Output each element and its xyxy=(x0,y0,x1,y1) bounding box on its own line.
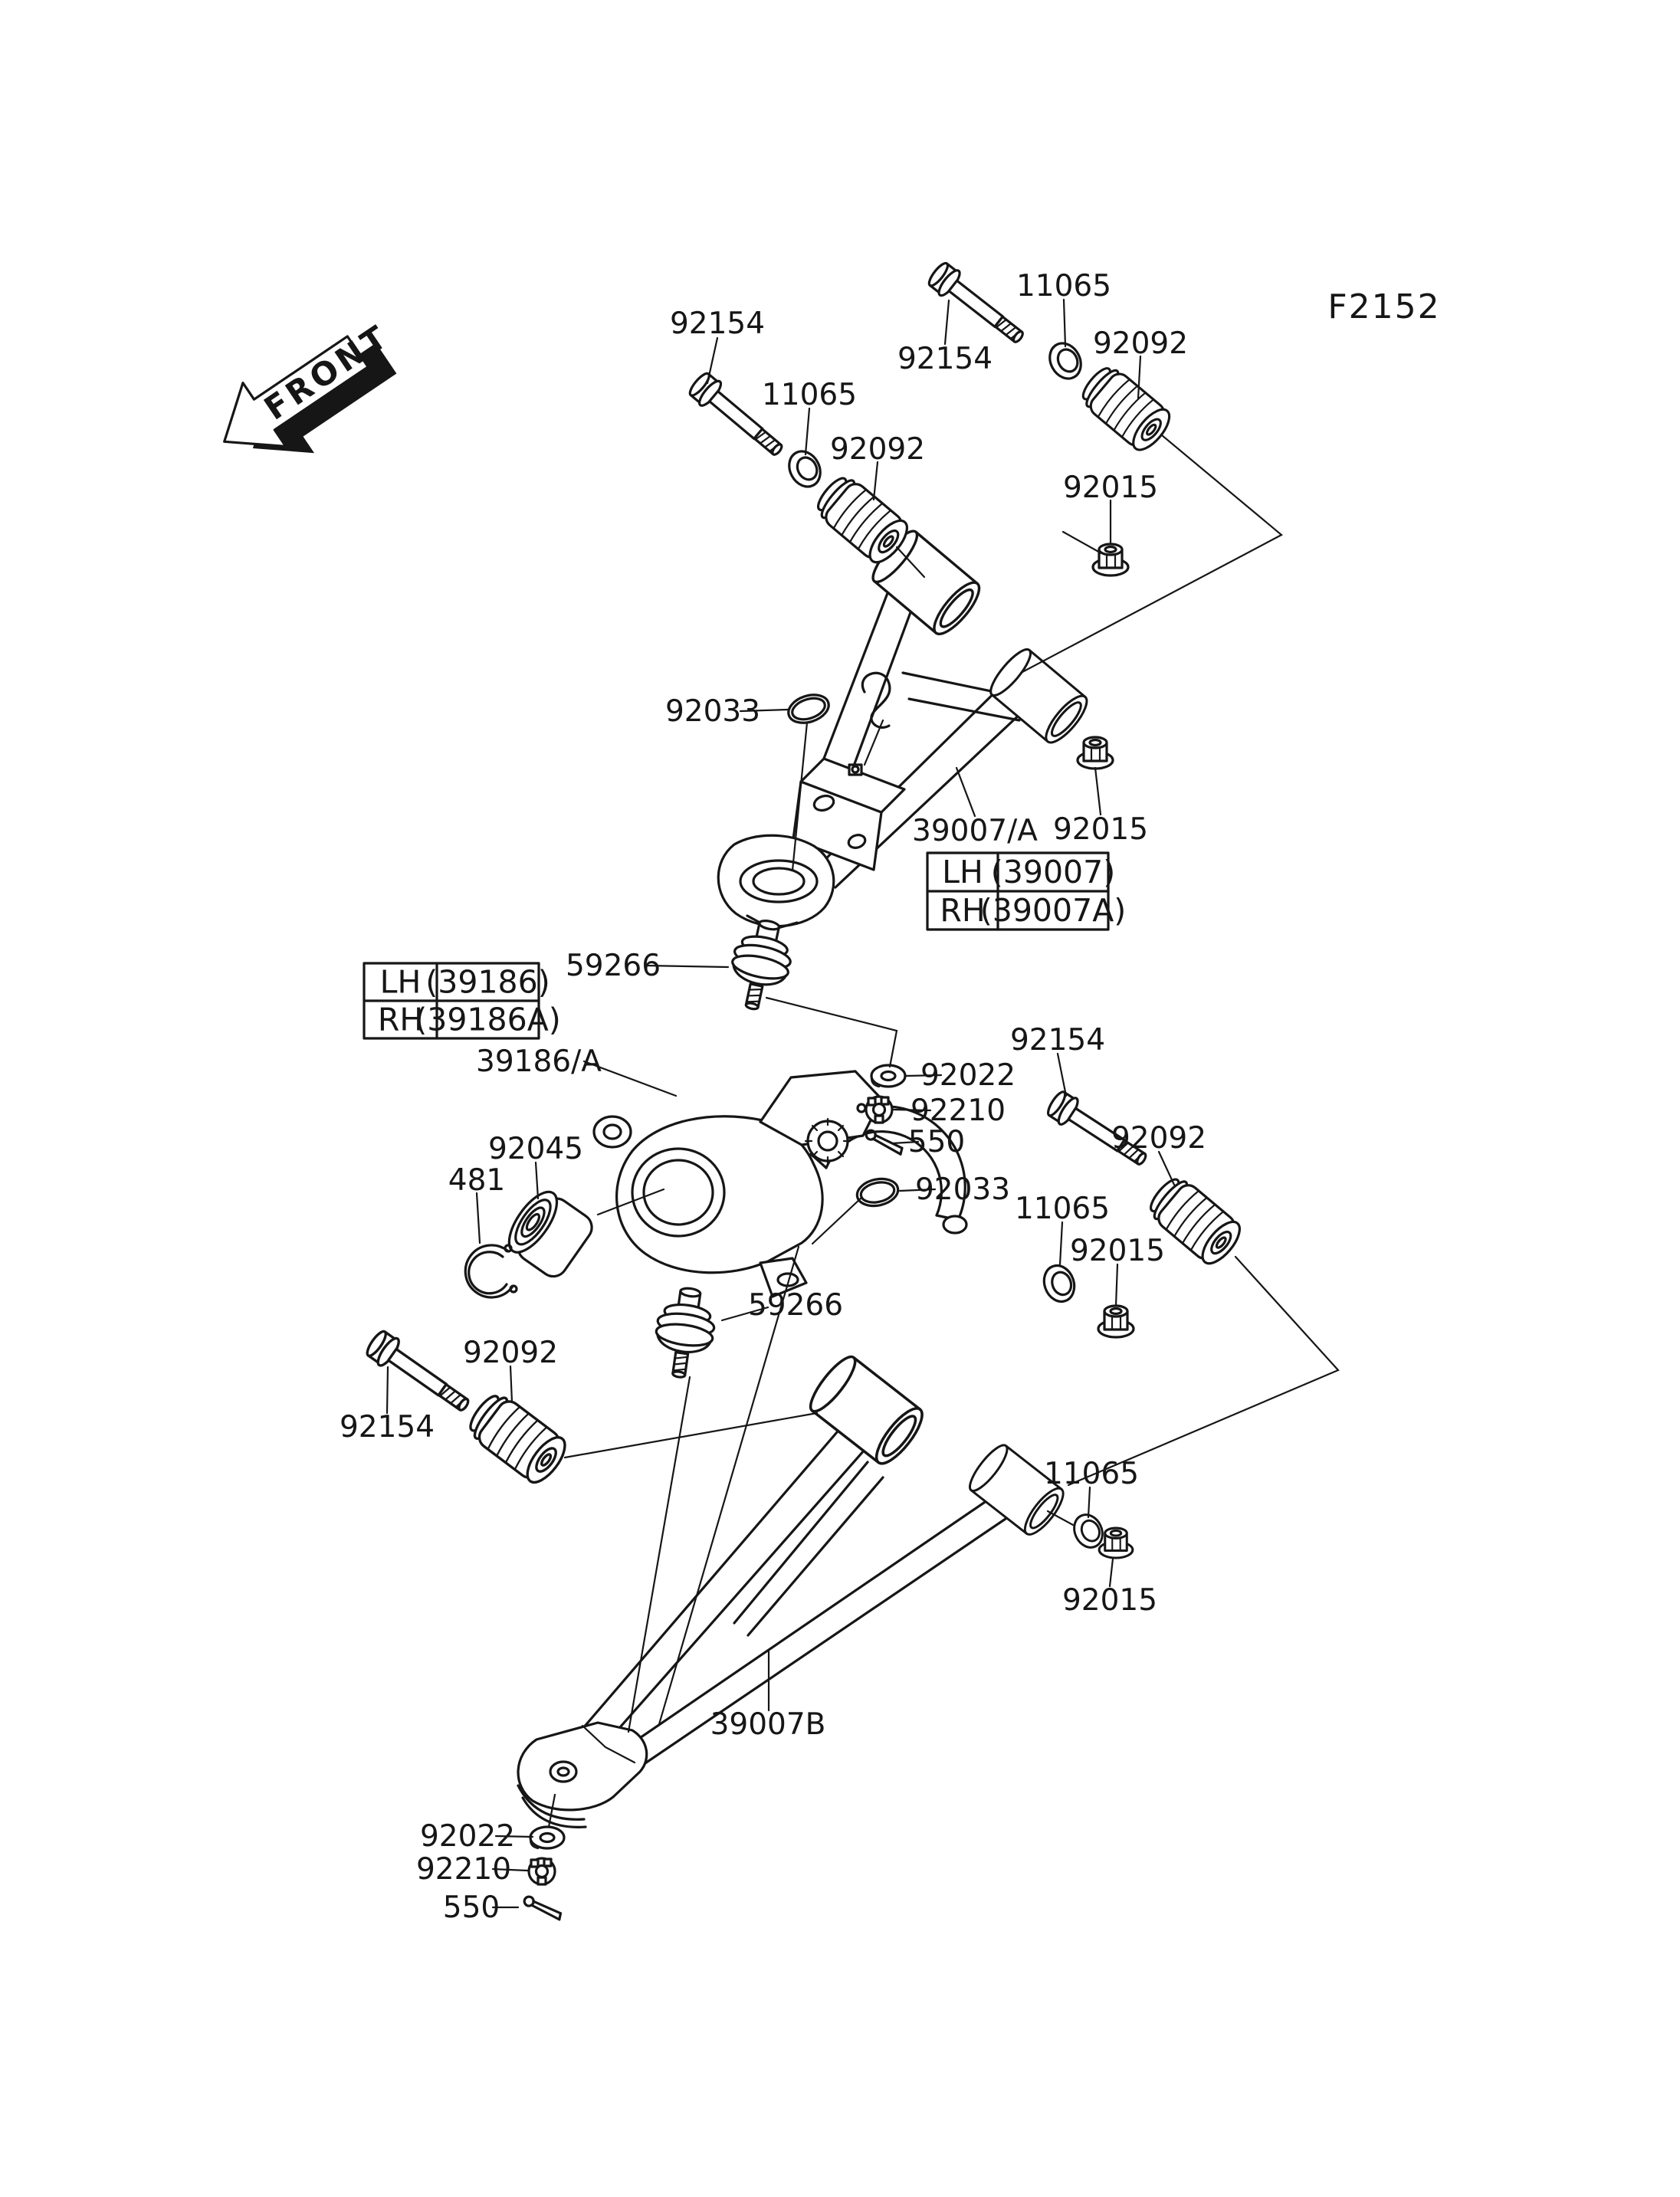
table-cell-part: (39186A) xyxy=(415,1001,561,1038)
washer-11065-a xyxy=(783,446,826,492)
part-label: 92022 xyxy=(920,1058,1016,1093)
part-label: 92154 xyxy=(1009,1023,1106,1058)
part-label: 11065 xyxy=(1014,1192,1111,1226)
part-label: 92033 xyxy=(664,694,761,729)
pointer-line xyxy=(1068,1257,1338,1485)
knuckle-table xyxy=(364,963,561,1038)
leader-line xyxy=(945,300,949,344)
leader-line xyxy=(806,408,809,454)
part-label: 92015 xyxy=(1069,1234,1166,1268)
part-label: 92154 xyxy=(897,342,993,376)
pointer-line xyxy=(766,998,897,1067)
castle-nut-92210-b xyxy=(529,1858,555,1884)
part-label: 92015 xyxy=(1052,812,1149,847)
part-label: 92015 xyxy=(1062,471,1159,505)
table-cell-part: (39186) xyxy=(425,963,550,1001)
front-arrow-text: FRONT xyxy=(257,316,397,428)
cotter-pin-550-b xyxy=(523,1895,563,1921)
leader-line xyxy=(956,768,975,816)
pointer-line xyxy=(628,1377,690,1732)
leader-line xyxy=(1058,1054,1066,1096)
part-label: 92033 xyxy=(914,1172,1011,1207)
table-cell-part: (39007) xyxy=(990,854,1116,890)
upper-arm-table xyxy=(927,853,1126,930)
part-label: 92045 xyxy=(487,1132,584,1166)
washer-92022-b xyxy=(530,1827,564,1848)
leader-line xyxy=(1159,1152,1174,1185)
ball-joint-59266-upper xyxy=(724,916,798,1015)
part-label: 39007B xyxy=(710,1707,826,1742)
pointer-line xyxy=(1063,532,1101,553)
part-label: 92154 xyxy=(339,1410,435,1444)
leader-line xyxy=(536,1162,538,1199)
part-label: 39186/A xyxy=(476,1044,602,1079)
table-cell-part: (39007A) xyxy=(979,892,1127,929)
lower-arm-front-tube xyxy=(804,1351,929,1470)
washer-92022-a xyxy=(871,1065,905,1087)
part-label: 59266 xyxy=(565,949,661,983)
oring-92033-a xyxy=(785,690,832,727)
leader-line xyxy=(477,1193,480,1243)
leader-line xyxy=(387,1367,388,1413)
part-label: 92092 xyxy=(1111,1121,1207,1156)
part-label: 39007/A xyxy=(912,814,1038,848)
table-cell-side: LH xyxy=(379,963,422,1001)
leader-line xyxy=(1064,300,1065,346)
front-direction-arrow xyxy=(203,301,420,491)
bushing-92092-d xyxy=(463,1388,572,1488)
bushing-92092-b xyxy=(1076,361,1176,456)
nut-92015-c xyxy=(1098,1306,1134,1337)
bolt-92154-top-middle xyxy=(925,260,1030,351)
nut-92015-a xyxy=(1093,544,1128,575)
leader-line xyxy=(1116,1264,1117,1306)
castle-nut-92210-a xyxy=(866,1097,892,1123)
leader-line xyxy=(874,462,878,500)
part-label: 92092 xyxy=(462,1336,559,1370)
part-label: 11065 xyxy=(1016,269,1112,303)
bearing-92045 xyxy=(500,1185,597,1282)
part-label: 92092 xyxy=(1092,326,1189,361)
part-label: 92022 xyxy=(419,1819,516,1854)
lower-control-arm xyxy=(518,1351,1069,1827)
part-label: 11065 xyxy=(1043,1457,1140,1491)
part-label: 550 xyxy=(907,1125,966,1159)
part-label: 92092 xyxy=(829,432,926,467)
table-cell-side: LH xyxy=(942,854,983,890)
nut-92015-d xyxy=(1099,1528,1133,1558)
leader-line xyxy=(510,1366,512,1402)
bolt-92154-bottom-left xyxy=(363,1328,475,1420)
table-cell-side: RH xyxy=(940,892,986,929)
ball-joint-59266-lower xyxy=(651,1284,719,1381)
part-label: 92015 xyxy=(1061,1583,1158,1618)
nut-92015-b xyxy=(1078,737,1113,769)
pointer-line xyxy=(565,1413,817,1458)
part-label: 481 xyxy=(448,1163,506,1198)
figure-code: F2152 xyxy=(1327,287,1441,326)
part-label: 92210 xyxy=(415,1852,512,1887)
leader-line xyxy=(1088,1487,1090,1517)
part-label: 92154 xyxy=(669,307,766,341)
leader-line xyxy=(1110,1559,1113,1586)
leader-line xyxy=(1060,1222,1062,1264)
leader-line xyxy=(1095,768,1101,815)
part-label: 550 xyxy=(442,1890,500,1925)
part-label: 92210 xyxy=(910,1094,1006,1128)
knuckle-serrated-boss xyxy=(806,1119,850,1163)
table-cell-side: RH xyxy=(377,1001,424,1038)
part-label: 11065 xyxy=(761,378,858,412)
oring-92033-b xyxy=(855,1176,901,1209)
part-label: 59266 xyxy=(747,1288,844,1323)
snap-ring-481 xyxy=(465,1245,517,1297)
